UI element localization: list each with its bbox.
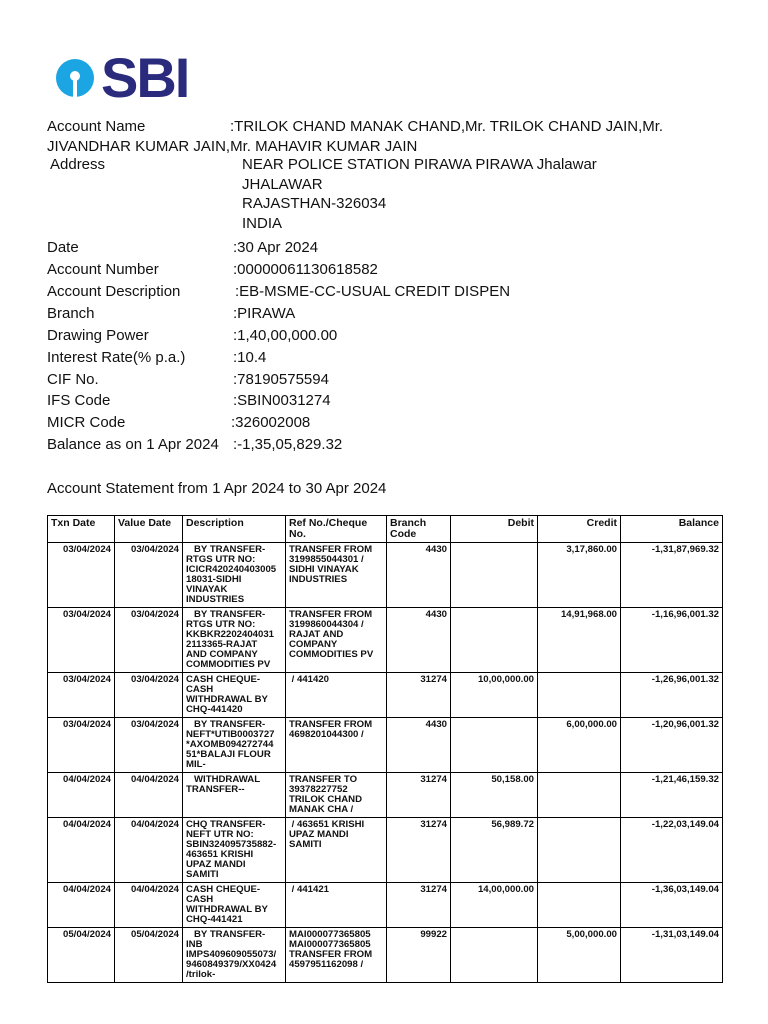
sbi-logo bbox=[55, 46, 189, 109]
balance-cell: -1,22,03,149.04 bbox=[621, 818, 723, 883]
account-name-continuation: JIVANDHAR KUMAR JAIN,Mr. MAHAVIR KUMAR JAIN bbox=[47, 138, 418, 155]
ref-cell: TRANSFER FROM 4698201044300 / bbox=[286, 718, 387, 773]
account-description-value: :EB-MSME-CC-USUAL CREDIT DISPEN bbox=[235, 283, 511, 300]
debit-cell: 10,00,000.00 bbox=[451, 673, 538, 718]
header-value-date: Value Date bbox=[115, 516, 183, 543]
statement-title: Account Statement from 1 Apr 2024 to 30 Apr 2024 bbox=[47, 480, 387, 497]
header-branch-code: Branch Code bbox=[387, 516, 451, 543]
account-number-value: :00000061130618582 bbox=[233, 261, 378, 278]
table-header-row bbox=[48, 516, 723, 543]
transactions-table bbox=[47, 515, 723, 983]
debit-cell bbox=[451, 928, 538, 983]
ref-cell: / 463651 KRISHI UPAZ MANDI SAMITI bbox=[286, 818, 387, 883]
debit-cell: 14,00,000.00 bbox=[451, 883, 538, 928]
header-debit: Debit bbox=[451, 516, 538, 543]
ref-cell: / 441421 bbox=[286, 883, 387, 928]
value-date-cell: 04/04/2024 bbox=[115, 773, 183, 818]
date-label: Date bbox=[47, 239, 79, 256]
brand-name: SBI bbox=[101, 46, 189, 109]
branch-label: Branch bbox=[47, 305, 95, 322]
account-description-label: Account Description bbox=[47, 283, 181, 300]
description-cell: BY TRANSFER- RTGS UTR NO: KKBKR2202404031 2113365-RAJAT AND COMPANY COMMODITIES PV bbox=[183, 608, 286, 673]
debit-cell bbox=[451, 608, 538, 673]
branch-code-cell: 4430 bbox=[387, 608, 451, 673]
value-date-cell: 03/04/2024 bbox=[115, 718, 183, 773]
description-cell: CHQ TRANSFER- NEFT UTR NO: SBIN324095735882- 463651 KRISHI UPAZ MANDI SAMITI bbox=[183, 818, 286, 883]
txn-date-cell: 04/04/2024 bbox=[48, 883, 115, 928]
description-cell: CASH CHEQUE- CASH WITHDRAWAL BY CHQ-441421 bbox=[183, 883, 286, 928]
value-date-cell: 04/04/2024 bbox=[115, 818, 183, 883]
description-cell: BY TRANSFER- RTGS UTR NO: ICICR420240403005 18031-SIDHI VINAYAK INDUSTRIES bbox=[183, 543, 286, 608]
header-balance: Balance bbox=[621, 516, 723, 543]
credit-cell bbox=[538, 773, 621, 818]
drawing-power-value: :1,40,00,000.00 bbox=[233, 327, 338, 344]
credit-cell: 14,91,968.00 bbox=[538, 608, 621, 673]
value-date-cell: 04/04/2024 bbox=[115, 883, 183, 928]
description-cell: BY TRANSFER- INB IMPS409609055073/ 9460849379/XX0424 /trilok- bbox=[183, 928, 286, 983]
table-row bbox=[48, 608, 723, 673]
txn-date-cell: 03/04/2024 bbox=[48, 543, 115, 608]
address-label: Address bbox=[50, 156, 106, 173]
branch-code-cell: 31274 bbox=[387, 773, 451, 818]
table-row bbox=[48, 718, 723, 773]
date-value: :30 Apr 2024 bbox=[233, 239, 319, 256]
ifs-code-value: :SBIN0031274 bbox=[233, 392, 331, 409]
txn-date-cell: 03/04/2024 bbox=[48, 718, 115, 773]
ref-cell: / 441420 bbox=[286, 673, 387, 718]
description-cell: CASH CHEQUE- CASH WITHDRAWAL BY CHQ-441420 bbox=[183, 673, 286, 718]
opening-balance-label: Balance as on 1 Apr 2024 bbox=[47, 436, 219, 453]
branch-code-cell: 31274 bbox=[387, 673, 451, 718]
table-row bbox=[48, 928, 723, 983]
value-date-cell: 03/04/2024 bbox=[115, 608, 183, 673]
balance-cell: -1,36,03,149.04 bbox=[621, 883, 723, 928]
balance-cell: -1,31,87,969.32 bbox=[621, 543, 723, 608]
description-cell: BY TRANSFER- NEFT*UTIB0003727 *AXOMB094272744 51*BALAJI FLOUR MIL- bbox=[183, 718, 286, 773]
table-row bbox=[48, 773, 723, 818]
table-row bbox=[48, 818, 723, 883]
cif-value: :78190575594 bbox=[233, 371, 329, 388]
balance-cell: -1,20,96,001.32 bbox=[621, 718, 723, 773]
credit-cell: 5,00,000.00 bbox=[538, 928, 621, 983]
balance-cell: -1,16,96,001.32 bbox=[621, 608, 723, 673]
micr-code-value: :326002008 bbox=[231, 414, 311, 431]
txn-date-cell: 04/04/2024 bbox=[48, 818, 115, 883]
cif-label: CIF No. bbox=[47, 371, 99, 388]
txn-date-cell: 03/04/2024 bbox=[48, 673, 115, 718]
opening-balance-value: :-1,35,05,829.32 bbox=[233, 436, 343, 453]
branch-code-cell: 4430 bbox=[387, 543, 451, 608]
txn-date-cell: 03/04/2024 bbox=[48, 608, 115, 673]
ifs-code-label: IFS Code bbox=[47, 392, 111, 409]
txn-date-cell: 05/04/2024 bbox=[48, 928, 115, 983]
debit-cell: 56,989.72 bbox=[451, 818, 538, 883]
ref-cell: MAI000077365805 MAI000077365805 TRANSFER FROM 4597951162098 / bbox=[286, 928, 387, 983]
account-number-label: Account Number bbox=[47, 261, 159, 278]
credit-cell bbox=[538, 883, 621, 928]
value-date-cell: 05/04/2024 bbox=[115, 928, 183, 983]
balance-cell: -1,26,96,001.32 bbox=[621, 673, 723, 718]
address-line: NEAR POLICE STATION PIRAWA PIRAWA Jhalawar bbox=[242, 156, 597, 173]
drawing-power-label: Drawing Power bbox=[47, 327, 149, 344]
address-line: INDIA bbox=[242, 215, 283, 232]
value-date-cell: 03/04/2024 bbox=[115, 673, 183, 718]
header-credit: Credit bbox=[538, 516, 621, 543]
header-txn-date: Txn Date bbox=[48, 516, 115, 543]
credit-cell bbox=[538, 818, 621, 883]
account-name-value: :TRILOK CHAND MANAK CHAND,Mr. TRILOK CHAND JAIN,Mr. bbox=[230, 118, 664, 135]
balance-cell: -1,21,46,159.32 bbox=[621, 773, 723, 818]
txn-date-cell: 04/04/2024 bbox=[48, 773, 115, 818]
account-name-label: Account Name bbox=[47, 118, 146, 135]
interest-rate-label: Interest Rate(% p.a.) bbox=[47, 349, 186, 366]
credit-cell bbox=[538, 673, 621, 718]
ref-cell: TRANSFER FROM 3199855044301 / SIDHI VINAYAK INDUSTRIES bbox=[286, 543, 387, 608]
debit-cell: 50,158.00 bbox=[451, 773, 538, 818]
value-date-cell: 03/04/2024 bbox=[115, 543, 183, 608]
debit-cell bbox=[451, 718, 538, 773]
branch-code-cell: 4430 bbox=[387, 718, 451, 773]
ref-cell: TRANSFER FROM 3199860044304 / RAJAT AND COMPANY COMMODITIES PV bbox=[286, 608, 387, 673]
table-row bbox=[48, 883, 723, 928]
header-description: Description bbox=[183, 516, 286, 543]
sbi-emblem-icon bbox=[55, 58, 95, 98]
branch-value: :PIRAWA bbox=[233, 305, 296, 322]
table-row bbox=[48, 543, 723, 608]
description-cell: WITHDRAWAL TRANSFER-- bbox=[183, 773, 286, 818]
address-line: RAJASTHAN-326034 bbox=[242, 195, 387, 212]
branch-code-cell: 31274 bbox=[387, 818, 451, 883]
table-row bbox=[48, 673, 723, 718]
branch-code-cell: 99922 bbox=[387, 928, 451, 983]
address-line: JHALAWAR bbox=[242, 176, 323, 193]
balance-cell: -1,31,03,149.04 bbox=[621, 928, 723, 983]
interest-rate-value: :10.4 bbox=[233, 349, 267, 366]
branch-code-cell: 31274 bbox=[387, 883, 451, 928]
credit-cell: 3,17,860.00 bbox=[538, 543, 621, 608]
debit-cell bbox=[451, 543, 538, 608]
ref-cell: TRANSFER TO 39378227752 TRILOK CHAND MANAK CHA / bbox=[286, 773, 387, 818]
header-ref-no: Ref No./Cheque No. bbox=[286, 516, 387, 543]
micr-code-label: MICR Code bbox=[47, 414, 126, 431]
credit-cell: 6,00,000.00 bbox=[538, 718, 621, 773]
